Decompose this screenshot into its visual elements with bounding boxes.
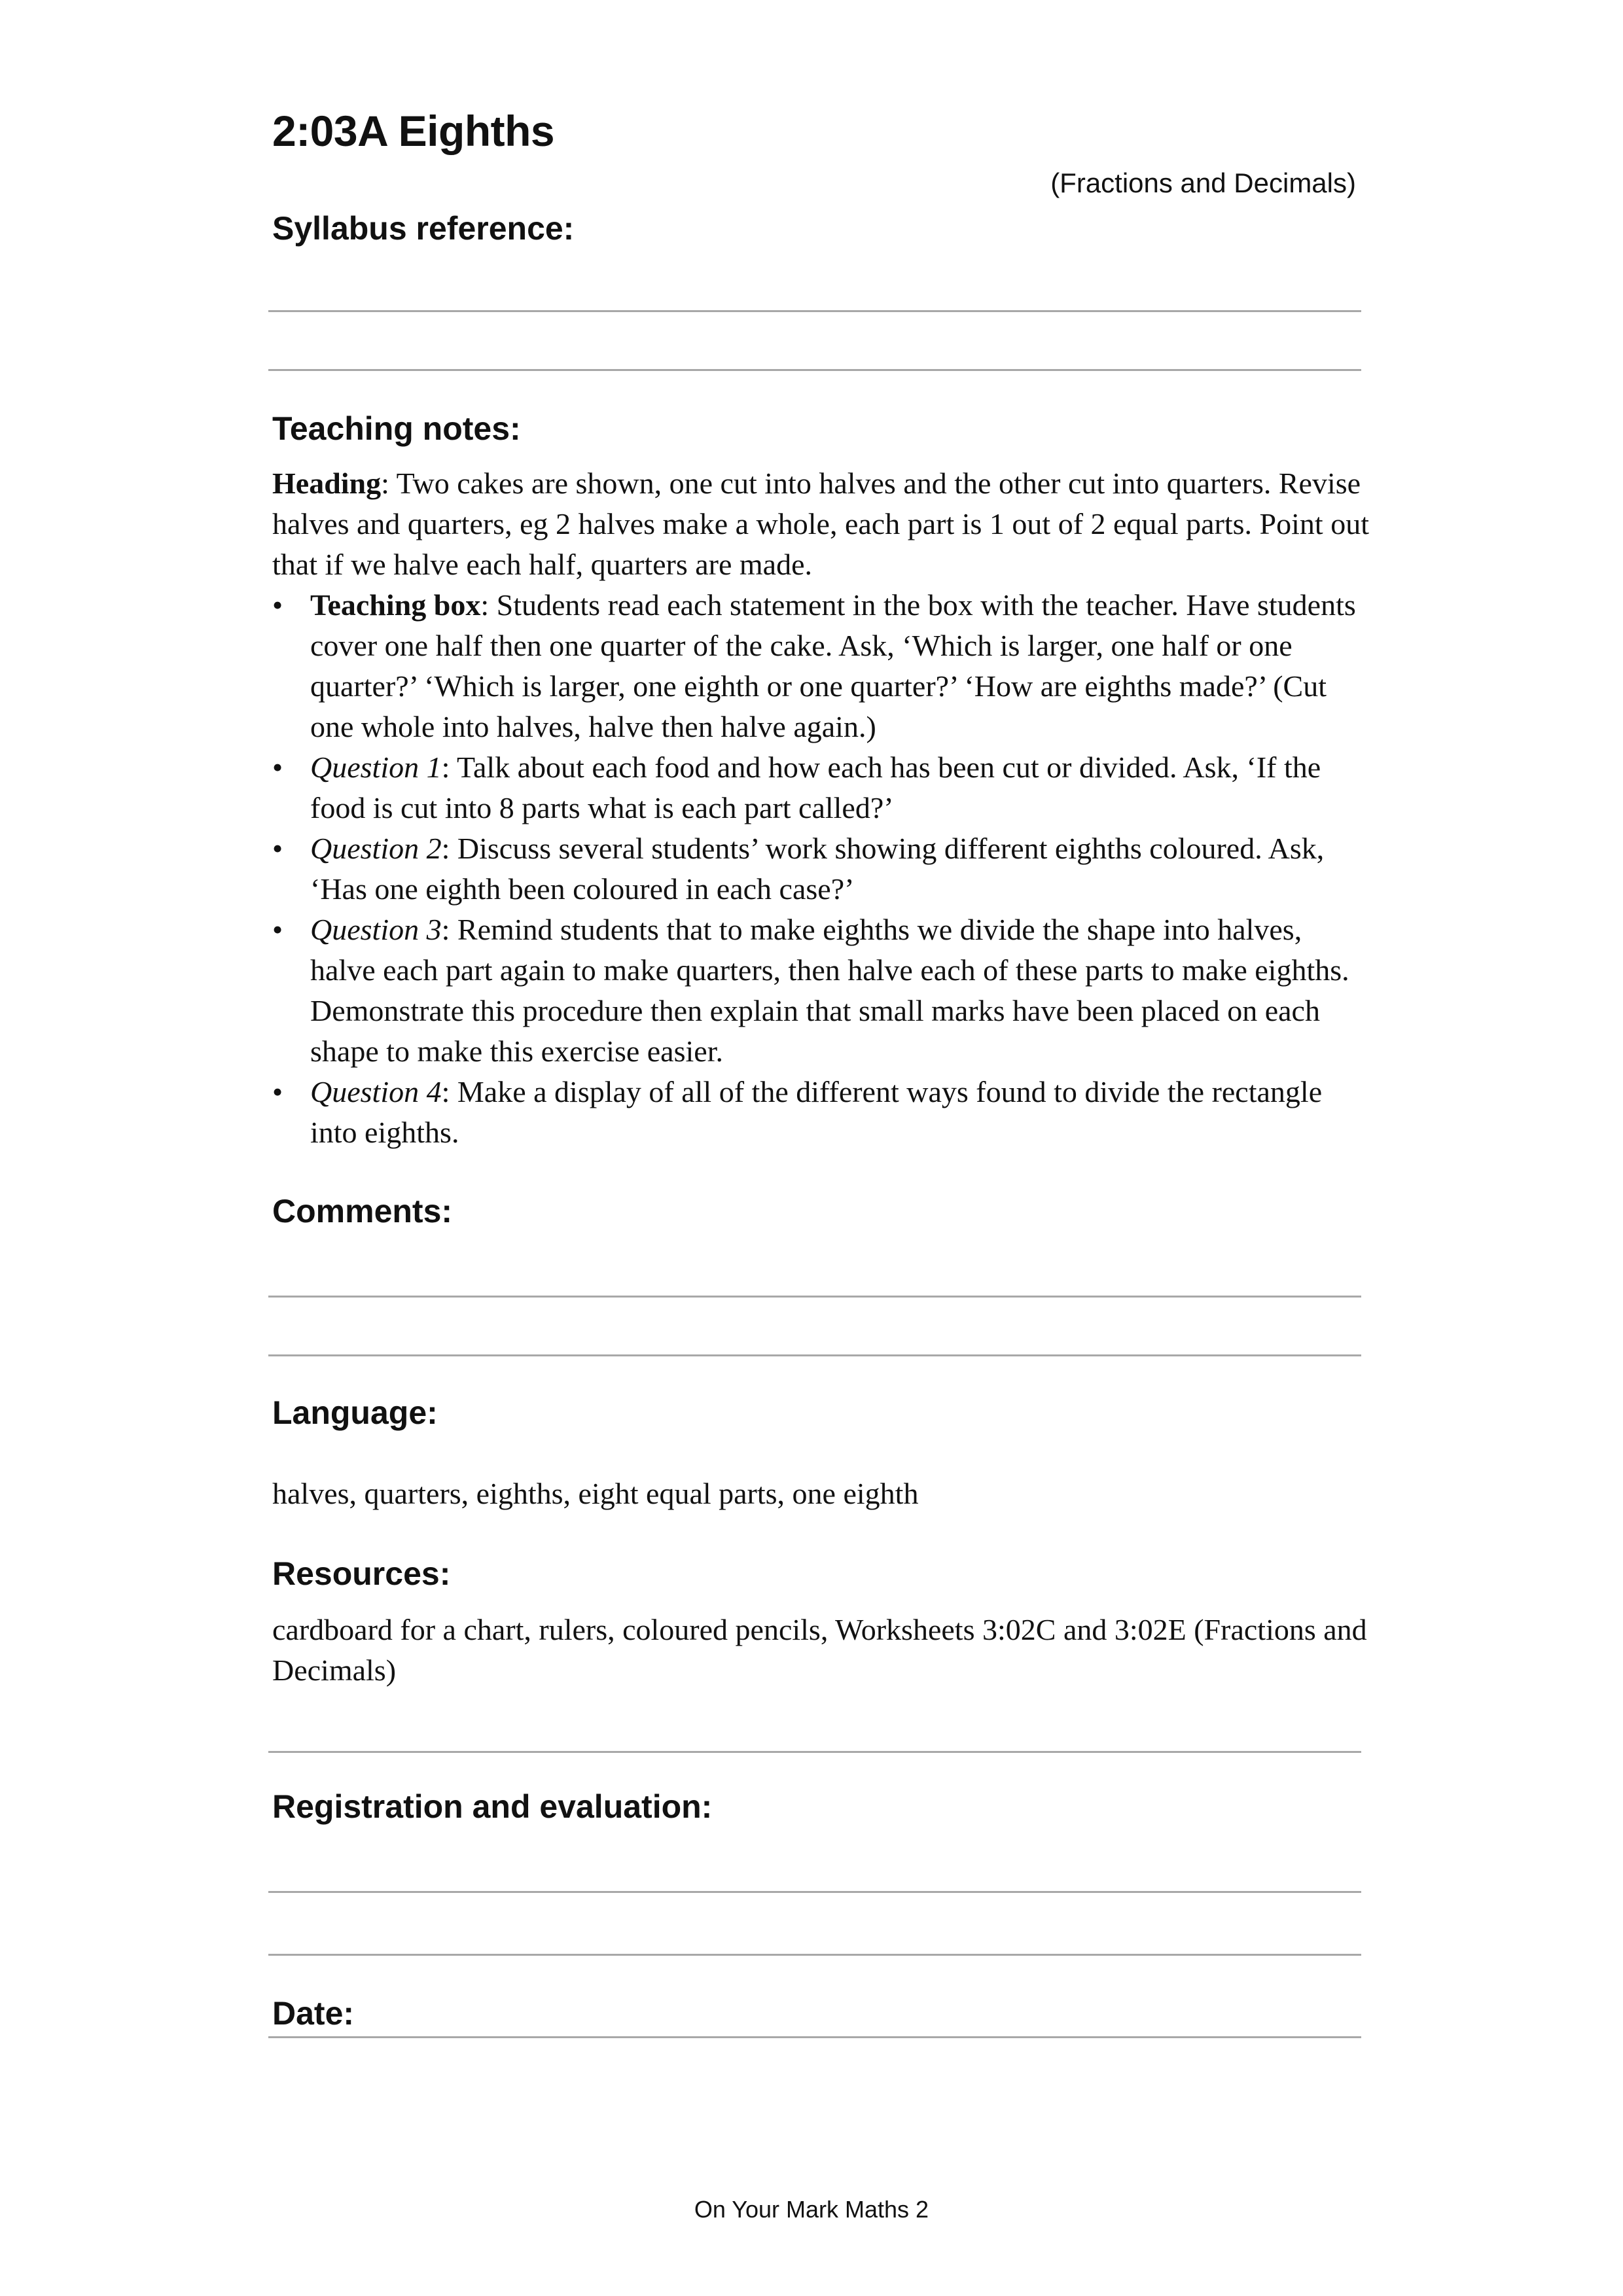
item-text: : Make a display of all of the different ways found to divide the rectangle into eighths. [310, 1075, 1323, 1149]
comments-rule-1 [268, 1296, 1361, 1298]
list-item [272, 747, 1372, 828]
date-heading: Date: [272, 1995, 355, 2032]
item-label: Question 1 [310, 751, 442, 784]
page-title: 2:03A Eighths [272, 107, 555, 155]
item-label: Question 3 [310, 913, 442, 946]
syllabus-heading: Syllabus reference: [272, 210, 575, 247]
list-item [272, 828, 1372, 910]
bullet-icon: • [272, 832, 283, 865]
teaching-notes-body [272, 463, 1372, 1153]
comments-heading: Comments: [272, 1193, 453, 1229]
bullet-icon: • [272, 588, 283, 622]
book-reference: (Fractions and Decimals) [1050, 168, 1356, 198]
list-item [272, 1072, 1372, 1153]
registration-rule-1 [268, 1891, 1361, 1893]
teaching-notes-heading: Teaching notes: [272, 410, 521, 447]
resources-text: cardboard for a chart, rulers, coloured pencils, Worksheets 3:02C and 3:02E (Fractions and Decimals) [272, 1613, 1367, 1687]
registration-heading: Registration and evaluation: [272, 1788, 713, 1825]
bullet-icon: • [272, 1075, 283, 1108]
item-label: Question 4 [310, 1075, 442, 1108]
comments-rule-2 [268, 1354, 1361, 1356]
item-label: Question 2 [310, 832, 442, 865]
item-text: : Talk about each food and how each has been cut or divided. Ask, ‘If the food is cut into 8 parts what is each part called?’ [310, 751, 1321, 824]
list-item [272, 585, 1372, 747]
language-text: halves, quarters, eighths, eight equal parts, one eighth [272, 1477, 919, 1510]
resources-rule [268, 1751, 1361, 1753]
bullet-icon: • [272, 913, 283, 946]
syllabus-rule-1 [268, 310, 1361, 312]
item-text: : Students read each statement in the box with the teacher. Have students cover one half then one quarter of the cake. Ask, ‘Which is larger, one half or one quarter?’ ‘Which is larger, one eighth or one quarter?’ ‘How are eighths made?’ (Cut one whole into halves, halve then halve again.) [310, 588, 1356, 743]
date-rule [268, 2036, 1361, 2038]
teaching-notes-intro [272, 463, 1372, 585]
syllabus-rule-2 [268, 369, 1361, 371]
teaching-notes-list [272, 585, 1372, 1153]
item-text: : Remind students that to make eighths we divide the shape into halves, halve each part again to make quarters, then halve each of these parts to make eighths. Demonstrate this procedure then explain that small marks have been placed on each shape to make this exercise easier. [310, 913, 1349, 1068]
language-heading: Language: [272, 1394, 438, 1431]
list-item [272, 910, 1372, 1072]
intro-text: : Two cakes are shown, one cut into halves and the other cut into quarters. Revise halves and quarters, eg 2 halves make a whole, each part is 1 out of 2 equal parts. Point out that if we halve each half, quarters are made. [272, 467, 1369, 581]
item-text: : Discuss several students’ work showing different eighths coloured. Ask, ‘Has one eighth been coloured in each case?’ [310, 832, 1325, 906]
item-label: Teaching box [310, 588, 481, 622]
page-footer: On Your Mark Maths 2 [694, 2196, 929, 2223]
registration-rule-2 [268, 1954, 1361, 1956]
bullet-icon: • [272, 751, 283, 784]
resources-heading: Resources: [272, 1555, 451, 1592]
intro-label: Heading [272, 467, 382, 500]
